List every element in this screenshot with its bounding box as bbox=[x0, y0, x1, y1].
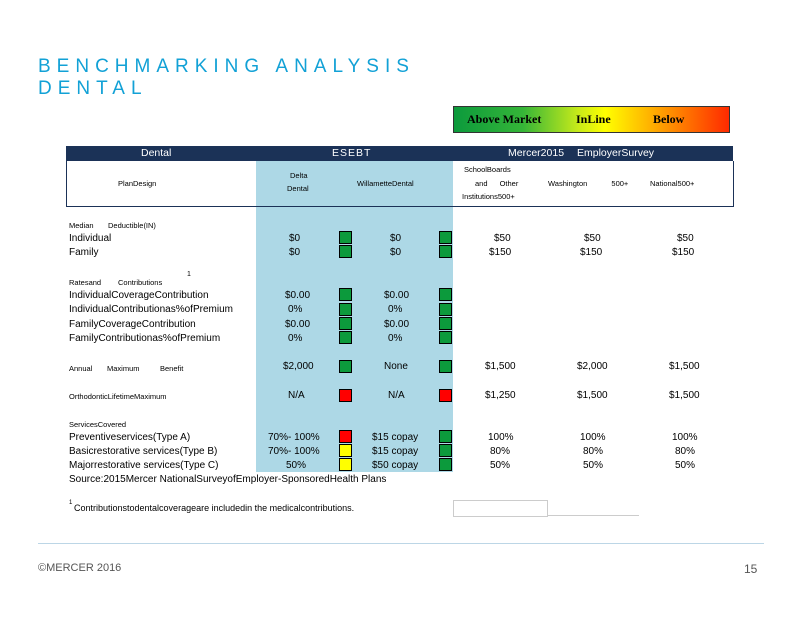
cell-annual-washington: $2,000 bbox=[577, 361, 608, 372]
cell-family-washington: $150 bbox=[580, 247, 603, 258]
cell-annual-national: $1,500 bbox=[669, 361, 700, 372]
legend-above-market: Above Market bbox=[467, 112, 542, 126]
header-dental: Dental bbox=[141, 147, 172, 159]
row-label-fam-percent: FamilyContributionas%ofPremium bbox=[69, 333, 221, 344]
cell-preventive-national: 100% bbox=[672, 432, 698, 443]
status-indicator bbox=[439, 360, 452, 373]
cell-family-school: $150 bbox=[489, 247, 512, 258]
cell-ind-coverage-willamette: $0.00 bbox=[384, 290, 410, 301]
cell-basic-delta: 70%- 100% bbox=[268, 446, 320, 457]
status-indicator bbox=[339, 331, 352, 344]
status-indicator bbox=[439, 317, 452, 330]
page-number: 15 bbox=[744, 562, 758, 576]
slide-subtitle: DENTAL bbox=[38, 78, 148, 99]
cell-major-national: 50% bbox=[675, 460, 696, 471]
status-indicator bbox=[339, 245, 352, 258]
cell-ortho-school: $1,250 bbox=[485, 390, 516, 401]
col-plan-design: PlanDesign bbox=[118, 179, 157, 188]
legend-inline: InLine bbox=[576, 112, 611, 126]
cell-basic-school: 80% bbox=[490, 446, 511, 457]
source-note: Source:2015Mercer NationalSurveyofEmployer-SponsoredHealth Plans bbox=[69, 474, 387, 485]
col-school-line3: Institutions500+ bbox=[462, 192, 515, 201]
cell-individual-delta: $0 bbox=[289, 233, 301, 244]
cell-ortho-washington: $1,500 bbox=[577, 390, 608, 401]
footer-divider bbox=[38, 543, 764, 544]
col-delta-line2: Dental bbox=[287, 184, 309, 193]
cell-ortho-national: $1,500 bbox=[669, 390, 700, 401]
status-indicator bbox=[339, 303, 352, 316]
col-washington: Washington 500+ bbox=[548, 179, 629, 188]
cell-preventive-willamette: $15 copay bbox=[372, 432, 419, 443]
cell-fam-coverage-delta: $0.00 bbox=[285, 319, 311, 330]
col-willamette: WillametteDental bbox=[357, 179, 414, 188]
status-indicator bbox=[339, 389, 352, 402]
status-indicator bbox=[339, 430, 352, 443]
status-indicator bbox=[339, 360, 352, 373]
section-rates-superscript: 1 bbox=[187, 271, 191, 278]
row-label-basic: Basicrestorative services(Type B) bbox=[69, 446, 218, 457]
footnote: Contributionstodentalcoverageare includedin the medicalcontributions. bbox=[74, 503, 355, 513]
status-indicator bbox=[439, 331, 452, 344]
section-ortho: OrthodonticLifetimeMaximum bbox=[69, 392, 167, 401]
footnote-superscript: 1 bbox=[69, 500, 73, 506]
section-services: ServicesCovered bbox=[69, 420, 127, 429]
empty-cell-box bbox=[453, 500, 548, 517]
cell-individual-washington: $50 bbox=[584, 233, 601, 244]
header-survey: EmployerSurvey bbox=[577, 147, 655, 159]
status-indicator bbox=[339, 317, 352, 330]
slide-title: BENCHMARKING ANALYSIS bbox=[38, 56, 415, 77]
status-indicator bbox=[439, 288, 452, 301]
cell-major-willamette: $50 copay bbox=[372, 460, 419, 471]
status-indicator bbox=[439, 389, 452, 402]
row-label-fam-coverage: FamilyCoverageContribution bbox=[69, 319, 196, 330]
cell-fam-coverage-willamette: $0.00 bbox=[384, 319, 410, 330]
divider bbox=[547, 515, 639, 516]
cell-ind-percent-willamette: 0% bbox=[388, 304, 403, 315]
cell-basic-national: 80% bbox=[675, 446, 696, 457]
header-esebt: ESEBT bbox=[332, 147, 372, 159]
status-indicator bbox=[339, 288, 352, 301]
section-rates-b: Contributions bbox=[118, 278, 163, 287]
col-national: National500+ bbox=[650, 179, 695, 188]
header-mercer: Mercer2015 bbox=[508, 147, 565, 159]
status-indicator bbox=[339, 231, 352, 244]
status-indicator bbox=[439, 458, 452, 471]
cell-family-national: $150 bbox=[672, 247, 695, 258]
cell-fam-percent-willamette: 0% bbox=[388, 333, 403, 344]
col-delta-line1: Delta bbox=[290, 171, 308, 180]
row-label-major: Majorrestorative services(Type C) bbox=[69, 460, 219, 471]
cell-annual-school: $1,500 bbox=[485, 361, 516, 372]
cell-annual-delta: $2,000 bbox=[283, 361, 314, 372]
section-annual-a: Annual bbox=[69, 364, 93, 373]
cell-major-delta: 50% bbox=[286, 460, 307, 471]
row-label-preventive: Preventiveservices(Type A) bbox=[69, 432, 191, 443]
status-indicator bbox=[339, 458, 352, 471]
cell-family-willamette: $0 bbox=[390, 247, 402, 258]
cell-preventive-school: 100% bbox=[488, 432, 514, 443]
status-indicator bbox=[439, 303, 452, 316]
cell-family-delta: $0 bbox=[289, 247, 301, 258]
copyright: ©MERCER 2016 bbox=[38, 562, 122, 574]
status-indicator bbox=[439, 245, 452, 258]
legend-below: Below bbox=[653, 112, 685, 126]
col-school-line1: SchoolBoards bbox=[464, 165, 511, 174]
section-annual-c: Benefit bbox=[160, 364, 184, 373]
table-header bbox=[66, 146, 733, 161]
col-school-line2: and Other bbox=[475, 179, 519, 188]
row-label-individual: Individual bbox=[69, 233, 112, 244]
section-deductible-b: Deductible(IN) bbox=[108, 221, 156, 230]
cell-preventive-delta: 70%- 100% bbox=[268, 432, 320, 443]
status-indicator bbox=[439, 231, 452, 244]
cell-individual-willamette: $0 bbox=[390, 233, 402, 244]
status-indicator bbox=[339, 444, 352, 457]
status-indicator bbox=[439, 430, 452, 443]
cell-individual-school: $50 bbox=[494, 233, 511, 244]
cell-major-washington: 50% bbox=[583, 460, 604, 471]
cell-individual-national: $50 bbox=[677, 233, 694, 244]
cell-ortho-willamette: N/A bbox=[388, 390, 405, 401]
cell-ind-coverage-delta: $0.00 bbox=[285, 290, 311, 301]
cell-basic-willamette: $15 copay bbox=[372, 446, 419, 457]
row-label-ind-percent: IndividualContributionas%ofPremium bbox=[69, 304, 233, 315]
row-label-ind-coverage: IndividualCoverageContribution bbox=[69, 290, 209, 301]
status-indicator bbox=[439, 444, 452, 457]
row-label-family: Family bbox=[69, 247, 99, 258]
cell-fam-percent-delta: 0% bbox=[288, 333, 303, 344]
section-annual-b: Maximum bbox=[107, 364, 140, 373]
section-rates-a: Ratesand bbox=[69, 278, 102, 287]
cell-ortho-delta: N/A bbox=[288, 390, 305, 401]
color-legend bbox=[453, 106, 730, 133]
cell-major-school: 50% bbox=[490, 460, 511, 471]
cell-basic-washington: 80% bbox=[583, 446, 604, 457]
cell-ind-percent-delta: 0% bbox=[288, 304, 303, 315]
cell-preventive-washington: 100% bbox=[580, 432, 606, 443]
cell-annual-willamette: None bbox=[384, 361, 408, 372]
section-deductible-a: Median bbox=[69, 221, 94, 230]
